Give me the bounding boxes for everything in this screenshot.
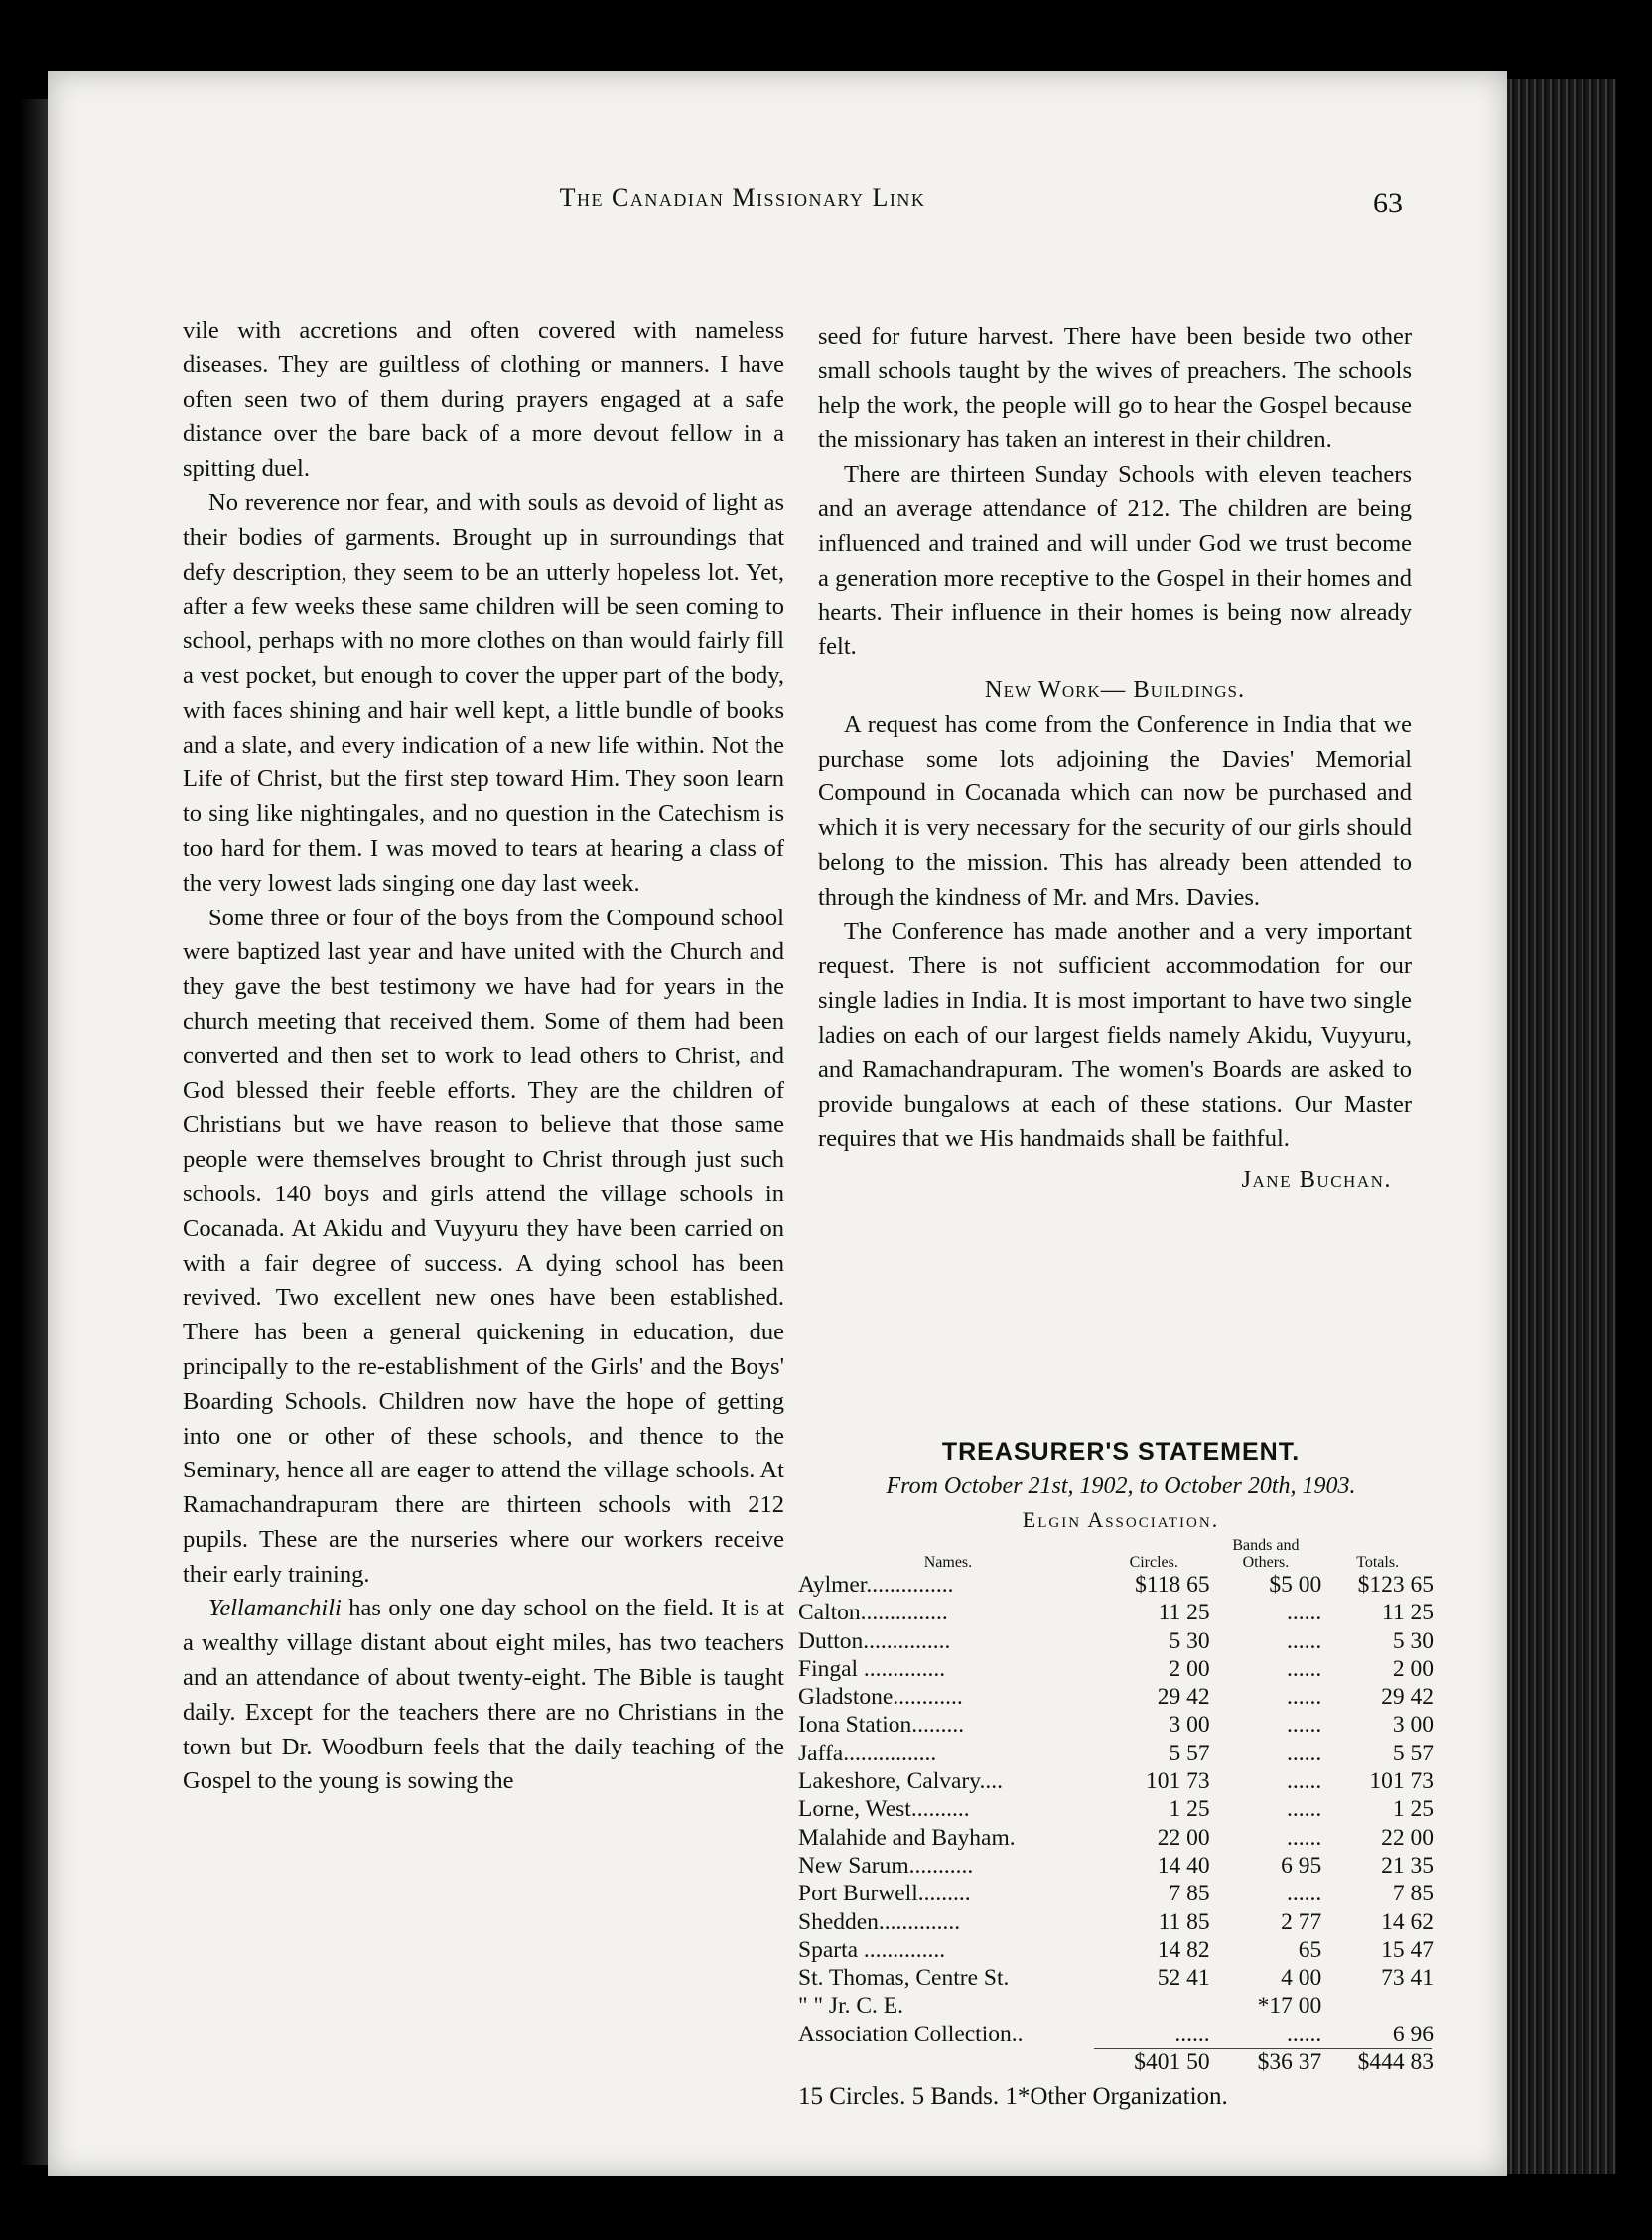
table-row [798, 1571, 1434, 1599]
row-circles: 11 85 [1158, 1908, 1210, 1935]
row-bands: ...... [1287, 1627, 1322, 1654]
table-row [798, 1880, 1434, 1907]
paragraph: vile with accretions and often covered with nameless diseases. They are guiltless of clothing or manners. I have often seen two of them during prayers engaged at a safe distance over the bare back of a more devout fellow in a spitting duel. [183, 317, 784, 483]
row-total: 11 25 [1381, 1600, 1434, 1626]
row-total: 21 35 [1381, 1852, 1434, 1879]
row-bands: 6 95 [1281, 1852, 1322, 1879]
row-bands: ...... [1287, 1796, 1322, 1823]
left-column [183, 314, 784, 1799]
column-header-names: Names. [923, 1554, 973, 1571]
signature: Jane Buchan. [1241, 1166, 1392, 1193]
row-name: Fingal .............. [798, 1655, 946, 1682]
row-circles: 14 40 [1157, 1852, 1210, 1879]
row-name: Calton............... [798, 1600, 948, 1626]
row-total: 14 62 [1381, 1908, 1434, 1935]
row-name: Association Collection.. [798, 2021, 1024, 2047]
paragraph: There are thirteen Sunday Schools with eleven teachers and an average attendance of 212. The children are being influenced and trained and will under God we trust become a generation more receptive to the Gospel in their homes and hearts. Their influence in their homes is being now already felt. [818, 461, 1412, 661]
row-name: New Sarum........... [798, 1852, 974, 1879]
paragraph: seed for future harvest. There have been beside two other small schools taught by the wives of preachers. The schools help the work, the people will go to hear the Gospel because the missionary has taken an interest in their children. [818, 323, 1412, 454]
row-bands: 65 [1298, 1936, 1322, 1963]
row-circles: 2 00 [1169, 1655, 1210, 1682]
row-name: Lakeshore, Calvary.... [798, 1768, 1003, 1795]
book-binding-left [20, 99, 48, 2165]
treasurer-statement [798, 1434, 1444, 2114]
grand-total: $444 83 [1357, 2049, 1434, 2076]
row-circles: 101 73 [1145, 1768, 1210, 1795]
statement-date-range: From October 21st, 1902, to October 20th, 1903. [886, 1473, 1356, 1499]
row-name: Malahide and Bayham. [798, 1824, 1016, 1851]
page-number: 63 [1373, 187, 1403, 219]
row-circles: 3 00 [1169, 1712, 1210, 1739]
book-page-edges [1507, 79, 1616, 2174]
row-bands: ...... [1287, 1768, 1322, 1795]
row-circles: 11 25 [1158, 1600, 1210, 1626]
table-row [798, 1795, 1434, 1823]
row-total: 5 30 [1392, 1627, 1434, 1654]
row-circles: $118 65 [1135, 1572, 1210, 1598]
row-bands: ...... [1287, 1600, 1322, 1626]
row-name: Shedden.............. [798, 1908, 961, 1935]
totals-block [798, 2048, 1444, 2076]
table-row [798, 1992, 1434, 2020]
row-total [1321, 1992, 1434, 2020]
statement-footer: 15 Circles. 5 Bands. 1*Other Organization. [798, 2083, 1228, 2111]
total-bands: $36 37 [1257, 2049, 1322, 2076]
row-total: 73 41 [1381, 1965, 1434, 1992]
table-row [798, 2021, 1434, 2048]
paragraph: Some three or four of the boys from the Compound school were baptized last year and have united with the Church and they gave the best testimony we have had for years in the church meeting that received them. Some of them had been converted and then set to work to lead others to Christ, and God blessed their feeble efforts. They are the children of Christians but we have reason to believe that those same people were themselves brought to Christ through just such schools. 140 boys and girls attend the village schools in Cocanada. At Akidu and Vuyyuru they have been carried on with a fair degree of success. A dying school has been revived. Two excellent new ones have been established. There has been a general quickening in education, due principally to the re-establishment of the Girls' and the Boys' Boarding Schools. Children now have the hope of getting into one or other of these schools, and thence to the Seminary, hence all are eager to attend the village schools. At Ramachandrapuram there are thirteen schools with 212 pupils. These are the nurseries where our workers receive their early training. [183, 904, 784, 1588]
table-row [798, 1599, 1434, 1626]
column-header-circles: Circles. [1129, 1554, 1178, 1571]
row-circles: 5 57 [1169, 1740, 1210, 1766]
row-bands: ...... [1287, 1684, 1322, 1711]
running-title: The Canadian Missionary Link [559, 183, 926, 211]
row-name: Jaffa................ [798, 1740, 937, 1766]
table-row [798, 1740, 1434, 1767]
table-row [798, 1908, 1434, 1936]
row-bands: $5 00 [1269, 1572, 1322, 1598]
totals-rule [1094, 2048, 1432, 2049]
row-name: Lorne, West.......... [798, 1796, 970, 1823]
row-bands: ...... [1287, 2021, 1322, 2047]
row-bands: ...... [1287, 1712, 1322, 1739]
row-bands: ...... [1287, 1824, 1322, 1851]
total-circles: $401 50 [1134, 2049, 1210, 2076]
paragraph: No reverence nor fear, and with souls as devoid of light as their bodies of garments. Brought up in surroundings that defy description, they seem to be an utterly hopeless lot. Yet, after a few weeks these same children will be seen coming to school, perhaps with no more clothes on than would fairly fill a vest pocket, but enough to cover the upper part of the body, with faces shining and hair well kept, a little bundle of books and a slate, and every indication of a new life within. Not the Life of Christ, but the first step toward Him. They soon learn to sing like nightingales, and no question in the Catechism is too hard for them. I was moved to tears at hearing a class of the very lowest lads singing one day last week. [183, 489, 784, 897]
statement-table [798, 1537, 1434, 2048]
place-name: Yellamanchili [208, 1595, 342, 1622]
book-page [48, 71, 1507, 2176]
table-row [798, 1936, 1434, 1964]
table-row [798, 1824, 1434, 1852]
row-circles: 14 82 [1157, 1936, 1210, 1963]
row-total: 22 00 [1381, 1824, 1434, 1851]
totals-table [798, 2048, 1434, 2076]
table-row [798, 1627, 1434, 1655]
row-name: Dutton............... [798, 1627, 951, 1654]
row-total: 2 00 [1392, 1655, 1434, 1682]
table-row [798, 1683, 1434, 1711]
paragraph [183, 1592, 784, 1799]
paragraph: A request has come from the Conference in India that we purchase some lots adjoining the Davies' Memorial Compound in Cocanada which can now be purchased and which it is very necessary for the security of our girls should belong to the mission. This has already been attended to through the kindness of Mr. and Mrs. Davies. [818, 710, 1412, 910]
row-bands: ...... [1287, 1881, 1322, 1907]
row-circles: 52 41 [1157, 1965, 1210, 1992]
totals-row [798, 2048, 1434, 2076]
row-circles: 29 42 [1157, 1684, 1210, 1711]
row-circles: 7 85 [1169, 1881, 1210, 1907]
table-row [798, 1767, 1434, 1795]
table-header-row [798, 1537, 1434, 1571]
statement-title: TREASURER'S STATEMENT. [941, 1438, 1301, 1466]
row-circles [1098, 1992, 1210, 2020]
row-total: $123 65 [1357, 1572, 1434, 1598]
row-total: 5 57 [1392, 1740, 1434, 1766]
table-row [798, 1711, 1434, 1739]
row-total: 1 25 [1392, 1796, 1434, 1823]
statement-rows [798, 1571, 1434, 2048]
row-total: 101 73 [1369, 1768, 1434, 1795]
row-name: St. Thomas, Centre St. [798, 1965, 1010, 1992]
table-row [798, 1964, 1434, 1992]
row-name: Gladstone............ [798, 1684, 963, 1711]
column-header-bands: Bands and Others. [1232, 1537, 1300, 1571]
row-bands: *17 00 [1257, 1993, 1322, 2020]
right-column [818, 320, 1412, 1197]
row-name: Sparta .............. [798, 1936, 946, 1963]
row-circles: 22 00 [1157, 1824, 1210, 1851]
row-bands: 4 00 [1281, 1965, 1322, 1992]
row-total: 15 47 [1381, 1936, 1434, 1963]
row-circles: ...... [1174, 2021, 1210, 2047]
row-circles: 5 30 [1169, 1627, 1210, 1654]
row-bands: ...... [1287, 1655, 1322, 1682]
table-row [798, 1852, 1434, 1880]
row-name: Aylmer............... [798, 1572, 954, 1598]
table-row [798, 1655, 1434, 1683]
row-name: " " Jr. C. E. [798, 1993, 904, 2020]
column-header-totals: Totals. [1356, 1554, 1400, 1571]
row-name: Port Burwell......... [798, 1881, 971, 1907]
row-name: Iona Station......... [798, 1712, 965, 1739]
row-total: 7 85 [1392, 1881, 1434, 1907]
row-total: 6 96 [1392, 2021, 1434, 2047]
row-bands: ...... [1287, 1740, 1322, 1766]
row-circles: 1 25 [1169, 1796, 1210, 1823]
row-bands: 2 77 [1281, 1908, 1322, 1935]
row-total: 29 42 [1381, 1684, 1434, 1711]
association-name: Elgin Association. [1022, 1507, 1220, 1532]
paragraph-text: has only one day school on the field. It is at a wealthy village distant about eight miles, has two teachers and an attendance of about twenty-eight. The Bible is taught daily. Except for the teachers there are no Christians in the town but Dr. Woodburn feels that the daily teaching of the Gospel to the young is sowing the [183, 1595, 784, 1795]
paragraph: The Conference has made another and a very important request. There is not sufficient accommodation for our single ladies in India. It is most important to have two single ladies on each of our largest fields namely Akidu, Vuyyuru, and Ramachandrapuram. The women's Boards are asked to provide bungalows at each of these stations. Our Master requires that we His handmaids shall be faithful. [818, 917, 1412, 1153]
row-total: 3 00 [1392, 1712, 1434, 1739]
section-heading: New Work— Buildings. [984, 675, 1246, 703]
